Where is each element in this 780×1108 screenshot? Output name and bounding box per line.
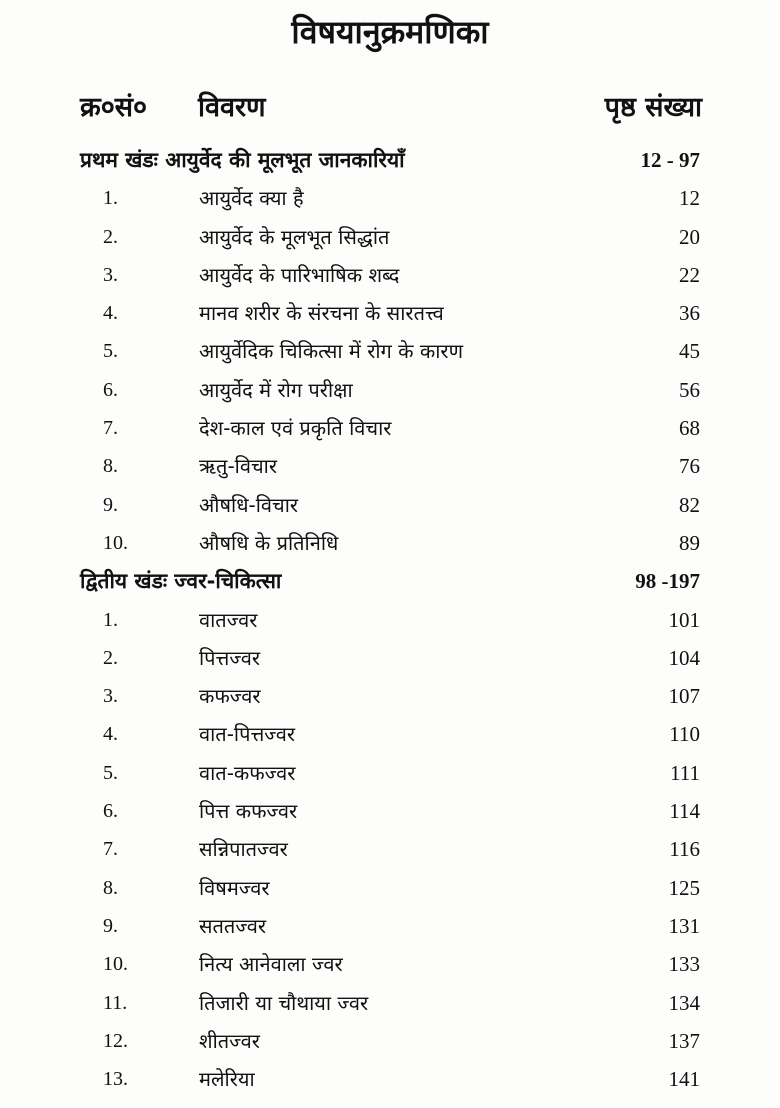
- item-number: 6.: [103, 378, 118, 401]
- list-item: [0, 601, 780, 639]
- item-title: शीतज्वर: [199, 1028, 260, 1053]
- list-item: [0, 371, 780, 409]
- item-title: औषधि के प्रतिनिधि: [199, 530, 339, 555]
- item-page-number: 134: [668, 990, 700, 1015]
- item-page-number: 111: [670, 760, 700, 785]
- item-number: 6.: [103, 800, 118, 823]
- header-serial-number: क्र०सं०: [80, 92, 148, 123]
- item-page-number: 133: [668, 952, 700, 977]
- item-title: आयुर्वेद के मूलभूत सिद्धांत: [199, 224, 390, 249]
- list-item: [0, 945, 780, 983]
- item-number: 9.: [103, 493, 118, 516]
- item-number: 13.: [103, 1068, 128, 1091]
- item-page-number: 76: [679, 454, 700, 479]
- item-number: 9.: [103, 914, 118, 937]
- list-item: [0, 524, 780, 562]
- list-item: [0, 1022, 780, 1060]
- item-number: 1.: [103, 187, 118, 210]
- item-page-number: 45: [679, 339, 700, 364]
- item-number: 7.: [103, 417, 118, 440]
- item-title: कफज्वर: [199, 684, 261, 709]
- contents-list: [0, 141, 780, 1098]
- item-number: 8.: [103, 876, 118, 899]
- item-page-number: 22: [679, 262, 700, 287]
- item-number: 3.: [103, 685, 118, 708]
- item-title: तिजारी या चौथाया ज्वर: [199, 990, 369, 1015]
- item-title: वातज्वर: [199, 607, 258, 632]
- item-title: आयुर्वेदिक चिकित्सा में रोग के कारण: [199, 339, 464, 364]
- list-item: [0, 792, 780, 830]
- item-number: 7.: [103, 838, 118, 861]
- section-heading: [0, 562, 780, 600]
- list-item: [0, 677, 780, 715]
- section-page-range: 12 - 97: [640, 148, 700, 172]
- item-page-number: 36: [679, 301, 700, 326]
- item-page-number: 56: [679, 377, 700, 402]
- item-page-number: 114: [669, 799, 700, 824]
- item-title: ऋतु-विचार: [199, 454, 278, 479]
- item-title: वात-पित्तज्वर: [199, 722, 296, 747]
- list-item: [0, 409, 780, 447]
- item-page-number: 68: [679, 416, 700, 441]
- item-number: 3.: [103, 263, 118, 286]
- item-title: देश-काल एवं प्रकृति विचार: [199, 416, 392, 441]
- item-number: 1.: [103, 608, 118, 631]
- list-item: [0, 294, 780, 332]
- item-page-number: 125: [668, 875, 700, 900]
- item-page-number: 89: [679, 530, 700, 555]
- section-label: [80, 562, 281, 600]
- item-page-number: 107: [668, 684, 700, 709]
- list-item: [0, 984, 780, 1022]
- item-page-number: 82: [679, 492, 700, 517]
- item-page-number: 137: [668, 1028, 700, 1053]
- item-title: आयुर्वेद में रोग परीक्षा: [199, 377, 353, 402]
- section-heading: [0, 141, 780, 179]
- list-item: [0, 332, 780, 370]
- item-number: 10.: [103, 953, 128, 976]
- item-number: 2.: [103, 225, 118, 248]
- item-title: औषधि-विचार: [199, 492, 299, 517]
- item-title: नित्य आनेवाला ज्वर: [199, 952, 343, 977]
- section-number-label: द्वितीय खंडः: [80, 569, 168, 594]
- list-item: [0, 715, 780, 753]
- list-item: [0, 218, 780, 256]
- item-number: 10.: [103, 531, 128, 554]
- list-item: [0, 830, 780, 868]
- header-page-number: पृष्ठ संख्या: [604, 92, 702, 123]
- item-number: 12.: [103, 1029, 128, 1052]
- item-page-number: 104: [668, 645, 700, 670]
- list-item: [0, 639, 780, 677]
- list-item: [0, 907, 780, 945]
- item-number: 11.: [103, 991, 128, 1014]
- list-item: [0, 754, 780, 792]
- item-page-number: 12: [679, 186, 700, 211]
- item-title: विषमज्वर: [199, 875, 270, 900]
- item-title: सततज्वर: [199, 913, 267, 938]
- item-number: 4.: [103, 302, 118, 325]
- section-label: [80, 141, 405, 179]
- item-number: 4.: [103, 723, 118, 746]
- item-page-number: 101: [668, 607, 700, 632]
- list-item: [0, 256, 780, 294]
- list-item: [0, 447, 780, 485]
- item-number: 8.: [103, 455, 118, 478]
- section-title: आयुर्वेद की मूलभूत जानकारियाँ: [165, 148, 405, 172]
- item-number: 5.: [103, 761, 118, 784]
- item-title: सन्निपातज्वर: [199, 837, 288, 862]
- section-title: ज्वर-चिकित्सा: [174, 569, 282, 594]
- item-title: वात-कफज्वर: [199, 760, 296, 785]
- item-page-number: 131: [668, 913, 700, 938]
- section-page-range: 98 -197: [635, 569, 700, 594]
- list-item: [0, 1060, 780, 1098]
- item-title: पित्तज्वर: [199, 645, 261, 670]
- header-description: विवरण: [198, 92, 266, 123]
- item-page-number: 110: [669, 722, 700, 747]
- item-page-number: 116: [669, 837, 700, 862]
- list-item: [0, 486, 780, 524]
- item-number: 2.: [103, 646, 118, 669]
- item-title: मलेरिया: [199, 1067, 255, 1092]
- item-page-number: 20: [679, 224, 700, 249]
- item-number: 5.: [103, 340, 118, 363]
- list-item: [0, 179, 780, 217]
- section-number-label: प्रथम खंडः: [80, 148, 158, 172]
- item-title: आयुर्वेद क्या है: [199, 186, 304, 211]
- table-header: [0, 86, 780, 130]
- item-title: आयुर्वेद के पारिभाषिक शब्द: [199, 262, 400, 287]
- page-title: विषयानुक्रमणिका: [291, 13, 489, 51]
- item-title: मानव शरीर के संरचना के सारतत्त्व: [199, 301, 444, 326]
- item-page-number: 141: [668, 1067, 700, 1092]
- list-item: [0, 869, 780, 907]
- item-title: पित्त कफज्वर: [199, 799, 298, 824]
